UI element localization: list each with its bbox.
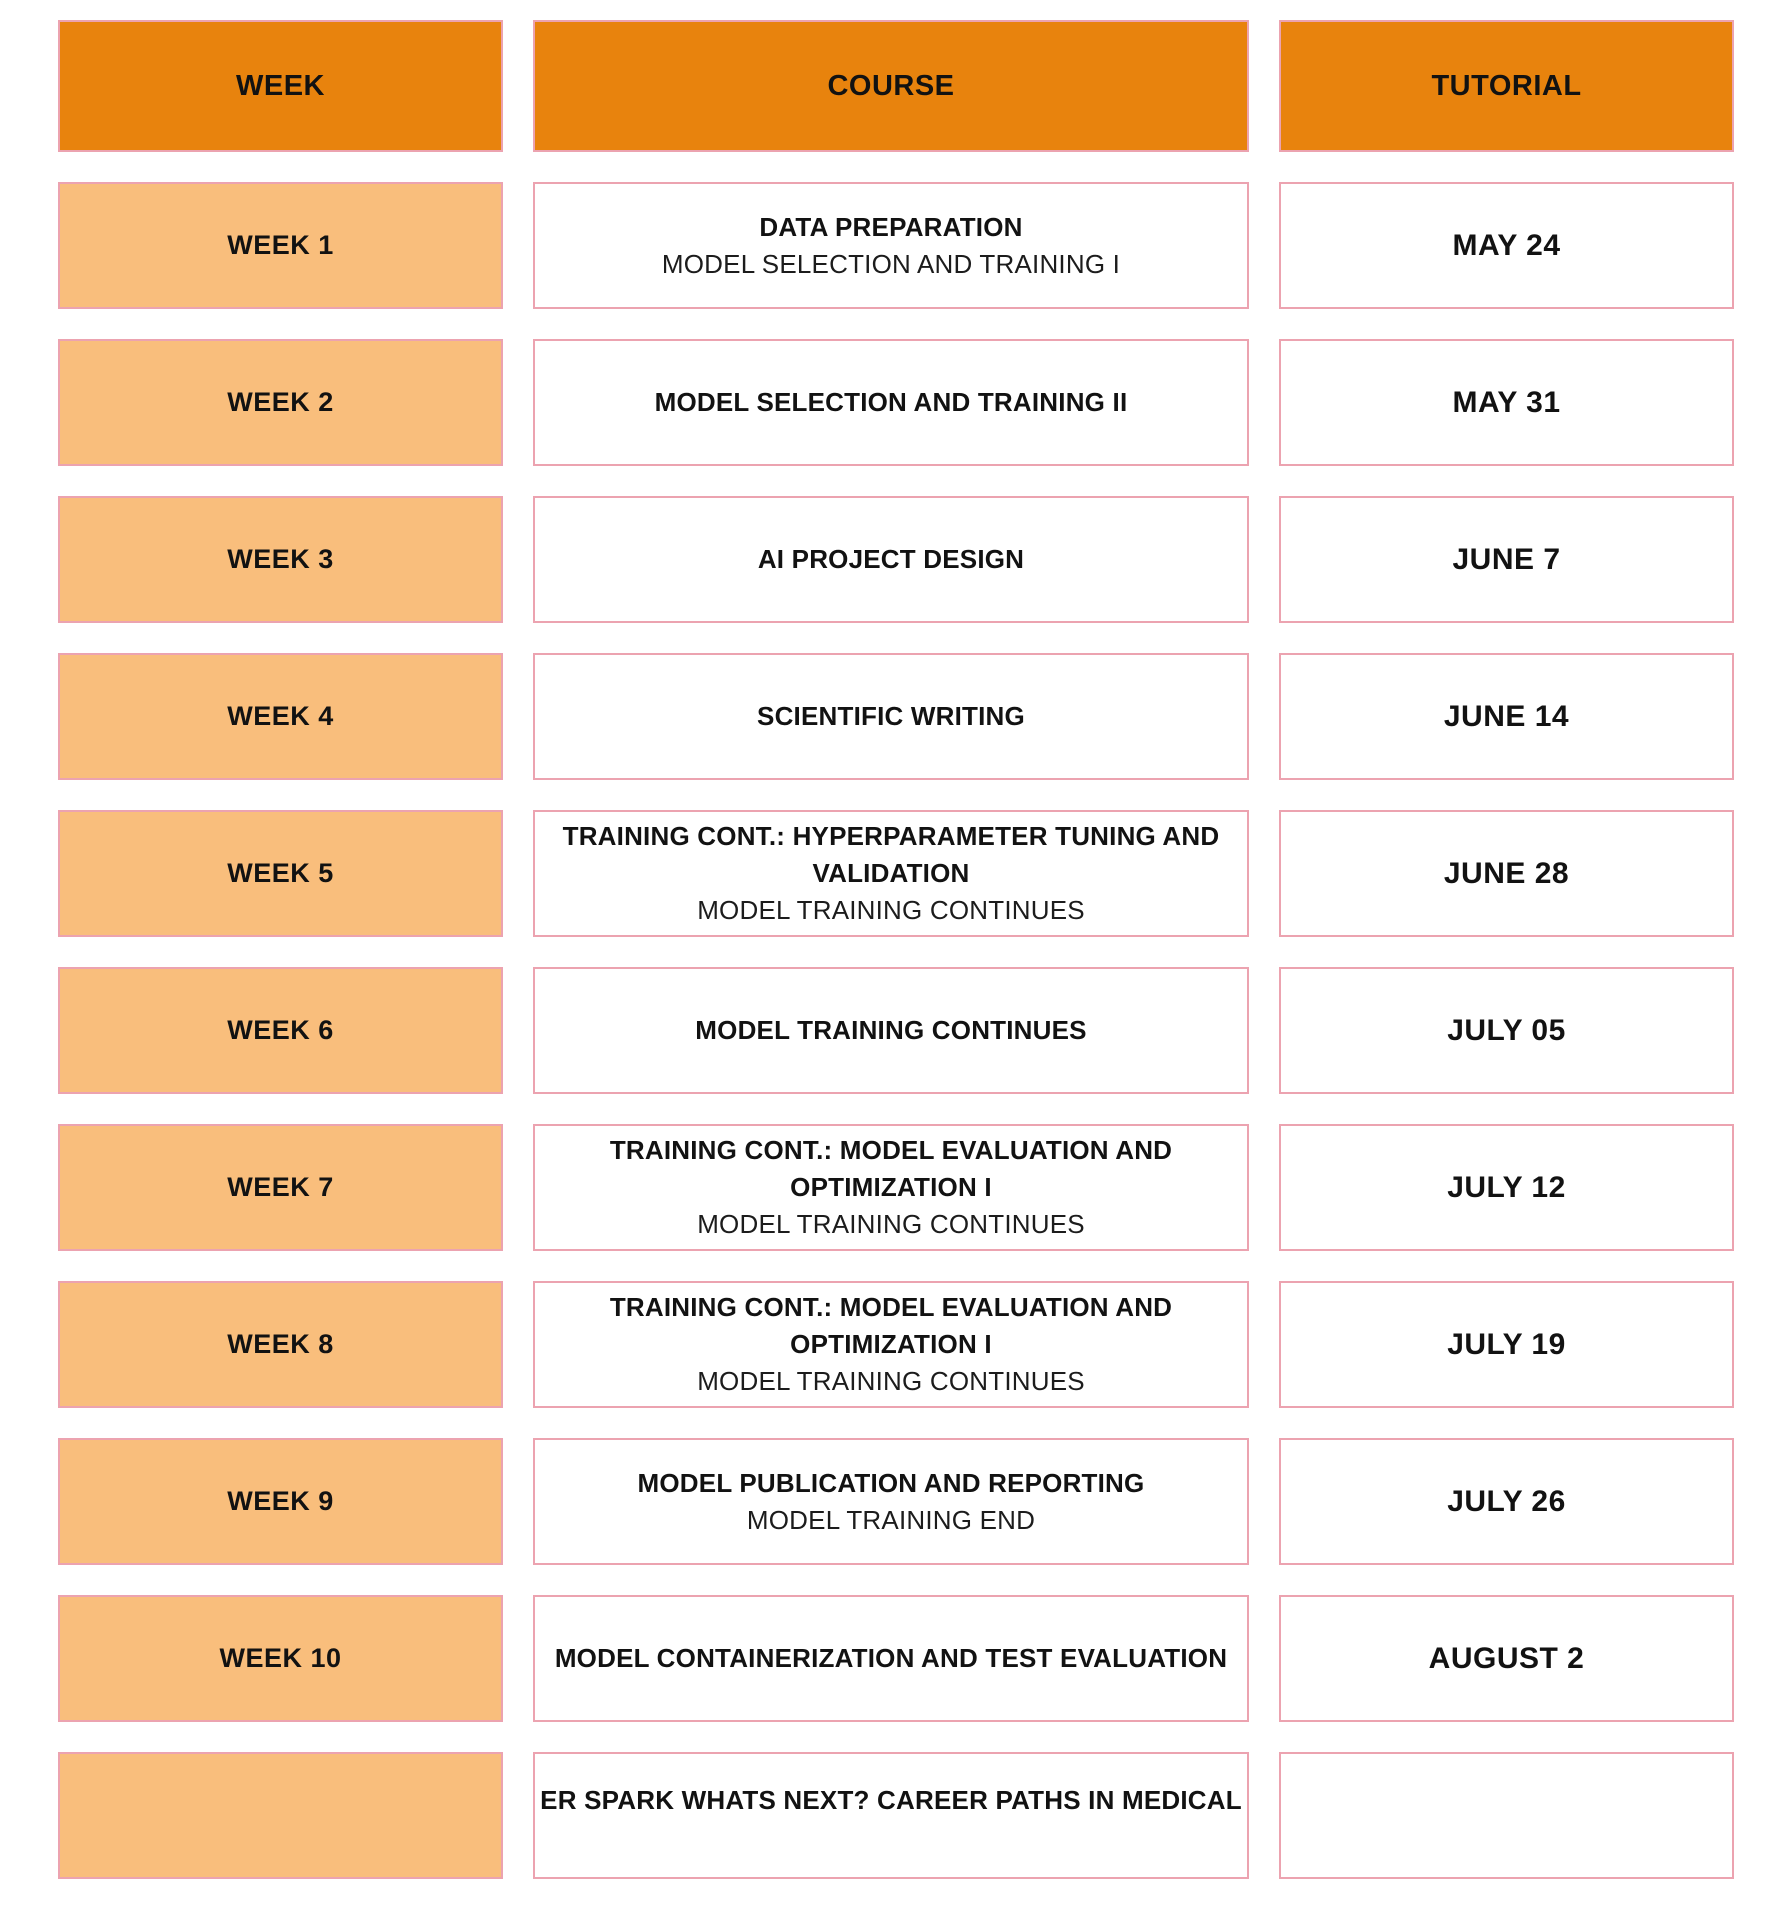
course-cell <box>533 967 1249 1094</box>
course-cell <box>533 339 1249 466</box>
week-cell <box>58 1752 503 1879</box>
table-row <box>58 1438 1734 1565</box>
course-title-line: OPTIMIZATION I <box>790 1329 992 1359</box>
course-subtitle-line: MODEL SELECTION AND TRAINING I <box>661 248 1121 279</box>
course-cell <box>533 1281 1249 1408</box>
course-cell <box>533 496 1249 623</box>
course-title-line: ER SPARK WHATS NEXT? CAREER PATHS IN MEDICAL <box>540 1785 1242 1815</box>
table-row <box>58 1752 1734 1879</box>
tutorial-date-cell: JUNE 28 <box>1279 810 1734 937</box>
course-title-line: TRAINING CONT.: MODEL EVALUATION AND <box>609 1292 1173 1322</box>
header-week: WEEK <box>58 20 503 152</box>
table-row <box>58 967 1734 1094</box>
course-title-line: SCIENTIFIC WRITING <box>757 701 1025 731</box>
tutorial-date-cell: JUNE 7 <box>1279 496 1734 623</box>
header-tutorial: TUTORIAL <box>1279 20 1734 152</box>
course-cell <box>533 1752 1249 1879</box>
week-cell: WEEK 2 <box>58 339 503 466</box>
course-cell <box>533 1438 1249 1565</box>
week-cell: WEEK 9 <box>58 1438 503 1565</box>
course-subtitle-line: MODEL TRAINING CONTINUES <box>697 1366 1085 1396</box>
course-title-line: AI PROJECT DESIGN <box>757 544 1025 574</box>
tutorial-date-cell: JULY 26 <box>1279 1438 1734 1565</box>
table-row <box>58 1595 1734 1722</box>
week-cell: WEEK 6 <box>58 967 503 1094</box>
tutorial-date-cell: JULY 12 <box>1279 1124 1734 1251</box>
course-cell <box>533 653 1249 780</box>
tutorial-date-cell: JULY 05 <box>1279 967 1734 1094</box>
header-course: COURSE <box>533 20 1249 152</box>
course-cell <box>533 1124 1249 1251</box>
tutorial-date-cell: JUNE 14 <box>1279 653 1734 780</box>
week-cell: WEEK 1 <box>58 182 503 309</box>
week-cell: WEEK 8 <box>58 1281 503 1408</box>
table-row <box>58 496 1734 623</box>
week-cell: WEEK 4 <box>58 653 503 780</box>
course-title-line: MODEL TRAINING CONTINUES <box>695 1015 1087 1045</box>
table-row <box>58 1124 1734 1251</box>
course-cell <box>533 810 1249 937</box>
course-cell <box>533 1595 1249 1722</box>
table-row <box>58 1281 1734 1408</box>
course-title-line: VALIDATION <box>812 858 970 888</box>
tutorial-date-cell: JULY 19 <box>1279 1281 1734 1408</box>
table-row <box>58 653 1734 780</box>
course-subtitle-line: MODEL TRAINING CONTINUES <box>697 895 1085 925</box>
course-title-line: TRAINING CONT.: MODEL EVALUATION AND <box>609 1135 1173 1165</box>
tutorial-date-cell <box>1279 1752 1734 1879</box>
course-title-line: MODEL CONTAINERIZATION AND TEST EVALUATION <box>554 1643 1228 1673</box>
course-title-line: OPTIMIZATION I <box>790 1172 992 1202</box>
course-subtitle-line: MODEL TRAINING CONTINUES <box>697 1209 1085 1239</box>
table-body <box>58 182 1734 1879</box>
course-cell <box>533 182 1249 309</box>
course-title-line: TRAINING CONT.: HYPERPARAMETER TUNING AND <box>562 821 1220 851</box>
table-row <box>58 810 1734 937</box>
tutorial-date-cell: MAY 24 <box>1279 182 1734 309</box>
schedule-table <box>58 20 1734 1909</box>
course-subtitle-line: MODEL TRAINING END <box>746 1504 1036 1535</box>
week-cell: WEEK 3 <box>58 496 503 623</box>
week-cell: WEEK 5 <box>58 810 503 937</box>
tutorial-date-cell: MAY 31 <box>1279 339 1734 466</box>
table-header-row <box>58 20 1734 152</box>
week-cell: WEEK 7 <box>58 1124 503 1251</box>
table-row <box>58 182 1734 309</box>
course-title-line: DATA PREPARATION <box>759 211 1023 242</box>
tutorial-date-cell: AUGUST 2 <box>1279 1595 1734 1722</box>
course-title-line: MODEL SELECTION AND TRAINING II <box>654 387 1128 417</box>
course-title-line: MODEL PUBLICATION AND REPORTING <box>637 1467 1145 1498</box>
week-cell: WEEK 10 <box>58 1595 503 1722</box>
table-row <box>58 339 1734 466</box>
